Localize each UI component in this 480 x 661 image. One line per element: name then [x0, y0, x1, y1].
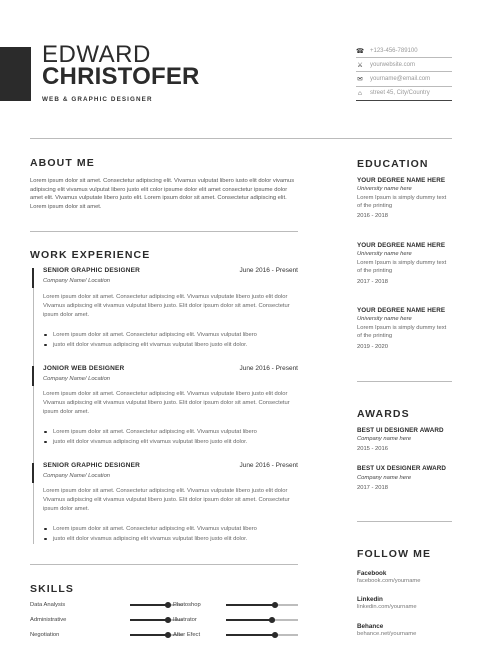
job-bullets [43, 330, 301, 350]
skill-fill [130, 604, 168, 606]
awards-heading: AWARDS [357, 408, 410, 420]
link-icon: ⚔ [357, 61, 363, 69]
about-text: Lorem ipsum dolor sit amet. Consectetur adipiscing elit. Vivamus vulputat libero iusto elit dolor vivamus adipiscing elit vivamus vulputat libero justo elit color ipsume dolor elit amet consectetur ipsume dolor amet elit. Vivamus vulputate libero justo elit. Lorem ipsum dolor sit amet. Consectetur adipiscing elit. Lorem ipsum dolor sit amet. [30, 178, 295, 210]
job-date: June 2016 - Present [239, 365, 298, 372]
contact-address-text: street 45, City/Country [370, 90, 430, 97]
job-header [43, 462, 298, 469]
job-company: Company Name/ Location [43, 376, 111, 382]
award-years: 2017 - 2018 [357, 485, 388, 491]
follow-link[interactable]: behance.net/yourname [357, 631, 417, 637]
skill-name: Negotiation [30, 632, 60, 638]
skill-bar [226, 634, 298, 636]
education-divider [357, 381, 452, 382]
job-bullet: Lorem ipsum dolor sit amet. Consectetur adipiscing elit. Vivamus vulputat libero [43, 524, 301, 534]
skill-item [173, 600, 298, 610]
job-marker [32, 463, 34, 483]
mail-icon: ✉ [357, 75, 363, 83]
skill-name: Data Analysis [30, 602, 66, 608]
phone-icon: ☎ [355, 47, 365, 55]
degree-description: Lorem Ipsum is simply dummy text of the printing [357, 260, 447, 275]
skill-fill [130, 634, 168, 636]
degree-years: 2016 - 2018 [357, 213, 388, 219]
award-company: Company name here [357, 436, 412, 442]
skill-fill [226, 634, 275, 636]
work-heading: WORK EXPERIENCE [30, 249, 151, 261]
follow-link[interactable]: linkedin.com/yourname [357, 604, 417, 610]
skills-heading: SKILLS [30, 583, 74, 595]
degree-school: University name here [357, 316, 412, 322]
skill-knob [269, 617, 275, 623]
degree-years: 2017 - 2018 [357, 279, 388, 285]
follow-network: Linkedin [357, 596, 383, 603]
job-company: Company Name/ Location [43, 473, 111, 479]
follow-heading: FOLLOW ME [357, 548, 432, 560]
award-title: BEST UI DESIGNER AWARD [357, 427, 444, 434]
education-heading: EDUCATION [357, 158, 429, 170]
contact-address [356, 87, 452, 101]
job-bullet: justo elit dolor vivamus adipiscing elit vivamus vulputat libero justo elit dolor. [43, 534, 301, 544]
work-timeline [33, 268, 34, 544]
skill-knob [165, 632, 171, 638]
degree-school: University name here [357, 186, 412, 192]
job-bullet: Lorem ipsum dolor sit amet. Consectetur adipiscing elit. Vivamus vulputat libero [43, 330, 301, 340]
header-accent-block [0, 47, 31, 101]
job-role: SENIOR GRAPHIC DESIGNER [43, 462, 141, 469]
job-marker [32, 268, 34, 288]
job-marker [32, 366, 34, 386]
skill-knob [272, 632, 278, 638]
skill-item [30, 630, 183, 640]
job-bullet: Lorem ipsum dolor sit amet. Consectetur adipiscing elit. Vivamus vulputat libero [43, 427, 301, 437]
job-role: SENIOR GRAPHIC DESIGNER [43, 267, 141, 274]
contact-phone-text: +123-456-789100 [370, 47, 418, 54]
awards-divider [357, 521, 452, 522]
about-divider [30, 231, 298, 232]
job-bullets [43, 524, 301, 544]
contact-website [356, 58, 452, 72]
about-heading: ABOUT ME [30, 157, 95, 169]
job-title: WEB & GRAPHIC DESIGNER [42, 96, 153, 103]
job-header [43, 365, 298, 372]
job-bullet: justo elit dolor vivamus adipiscing elit vivamus vulputat libero justo elit dolor. [43, 340, 301, 350]
skill-name: Photoshop [173, 602, 201, 608]
skill-name: Illustrator [173, 617, 197, 623]
degree-years: 2019 - 2020 [357, 344, 388, 350]
skill-name: Administrative [30, 617, 67, 623]
contact-email [356, 72, 452, 86]
contact-list [356, 44, 452, 101]
job-bullet: justo elit dolor vivamus adipiscing elit vivamus vulputat libero justo elit dolor. [43, 437, 301, 447]
skill-fill [226, 604, 275, 606]
award-company: Company name here [357, 475, 412, 481]
degree-school: University name here [357, 251, 412, 257]
home-icon: ⌂ [358, 89, 362, 97]
skill-knob [165, 602, 171, 608]
degree-description: Lorem Ipsum is simply dummy text of the printing [357, 195, 447, 210]
skill-knob [272, 602, 278, 608]
job-role: JONIOR WEB DESIGNER [43, 365, 125, 372]
follow-link[interactable]: facebook.com/yourname [357, 578, 421, 584]
job-description: Lorem ipsum dolor sit amet. Consectetur adipiscing elit. Vivamus vulputate libero justo elit dolor Vivamus adipiscing elit vivamus vulputat libero justo. Elit dolor ipsum dolor sit amet. Consectetur ipsum dolor amet. [43, 488, 290, 512]
follow-network: Facebook [357, 570, 387, 577]
skill-item [30, 600, 183, 610]
skill-item [173, 630, 298, 640]
contact-email-text: yourname@email.com [370, 75, 431, 82]
skill-item [173, 615, 298, 625]
skill-fill [226, 619, 272, 621]
job-bullets [43, 427, 301, 447]
contact-phone [356, 44, 452, 58]
degree-description: Lorem Ipsum is simply dummy text of the printing [357, 325, 447, 340]
degree-title: YOUR DEGREE NAME HERE [357, 177, 446, 184]
award-title: BEST UX DESIGNER AWARD [357, 465, 447, 472]
last-name: CHRISTOFER [42, 63, 200, 90]
work-divider [30, 564, 298, 565]
award-years: 2015 - 2016 [357, 446, 388, 452]
job-date: June 2016 - Present [239, 462, 298, 469]
job-date: June 2016 - Present [239, 267, 298, 274]
skill-fill [130, 619, 168, 621]
follow-network: Behance [357, 623, 384, 630]
skill-name: After Efect [173, 632, 201, 638]
job-header [43, 267, 298, 274]
job-company: Company Name/ Location [43, 278, 111, 284]
skill-knob [165, 617, 171, 623]
job-description: Lorem ipsum dolor sit amet. Consectetur adipiscing elit. Vivamus vulputate libero justo elit dolor Vivamus adipiscing elit vivamus vulputat libero justo. Elit dolor ipsum dolor sit amet. Consectetur ipsum dolor amet. [43, 391, 290, 415]
skill-item [30, 615, 183, 625]
header-divider [30, 138, 452, 139]
skill-bar [226, 619, 298, 621]
degree-title: YOUR DEGREE NAME HERE [357, 242, 446, 249]
first-name: EDWARD [42, 41, 151, 68]
degree-title: YOUR DEGREE NAME HERE [357, 307, 446, 314]
skill-bar [226, 604, 298, 606]
contact-website-text: yourwebsite.com [370, 61, 416, 68]
job-description: Lorem ipsum dolor sit amet. Consectetur adipiscing elit. Vivamus vulputate libero justo elit dolor Vivamus adipiscing elit vivamus vulputat libero justo. Elit dolor ipsum dolor sit amet. Consectetur ipsum dolor amet. [43, 294, 290, 318]
